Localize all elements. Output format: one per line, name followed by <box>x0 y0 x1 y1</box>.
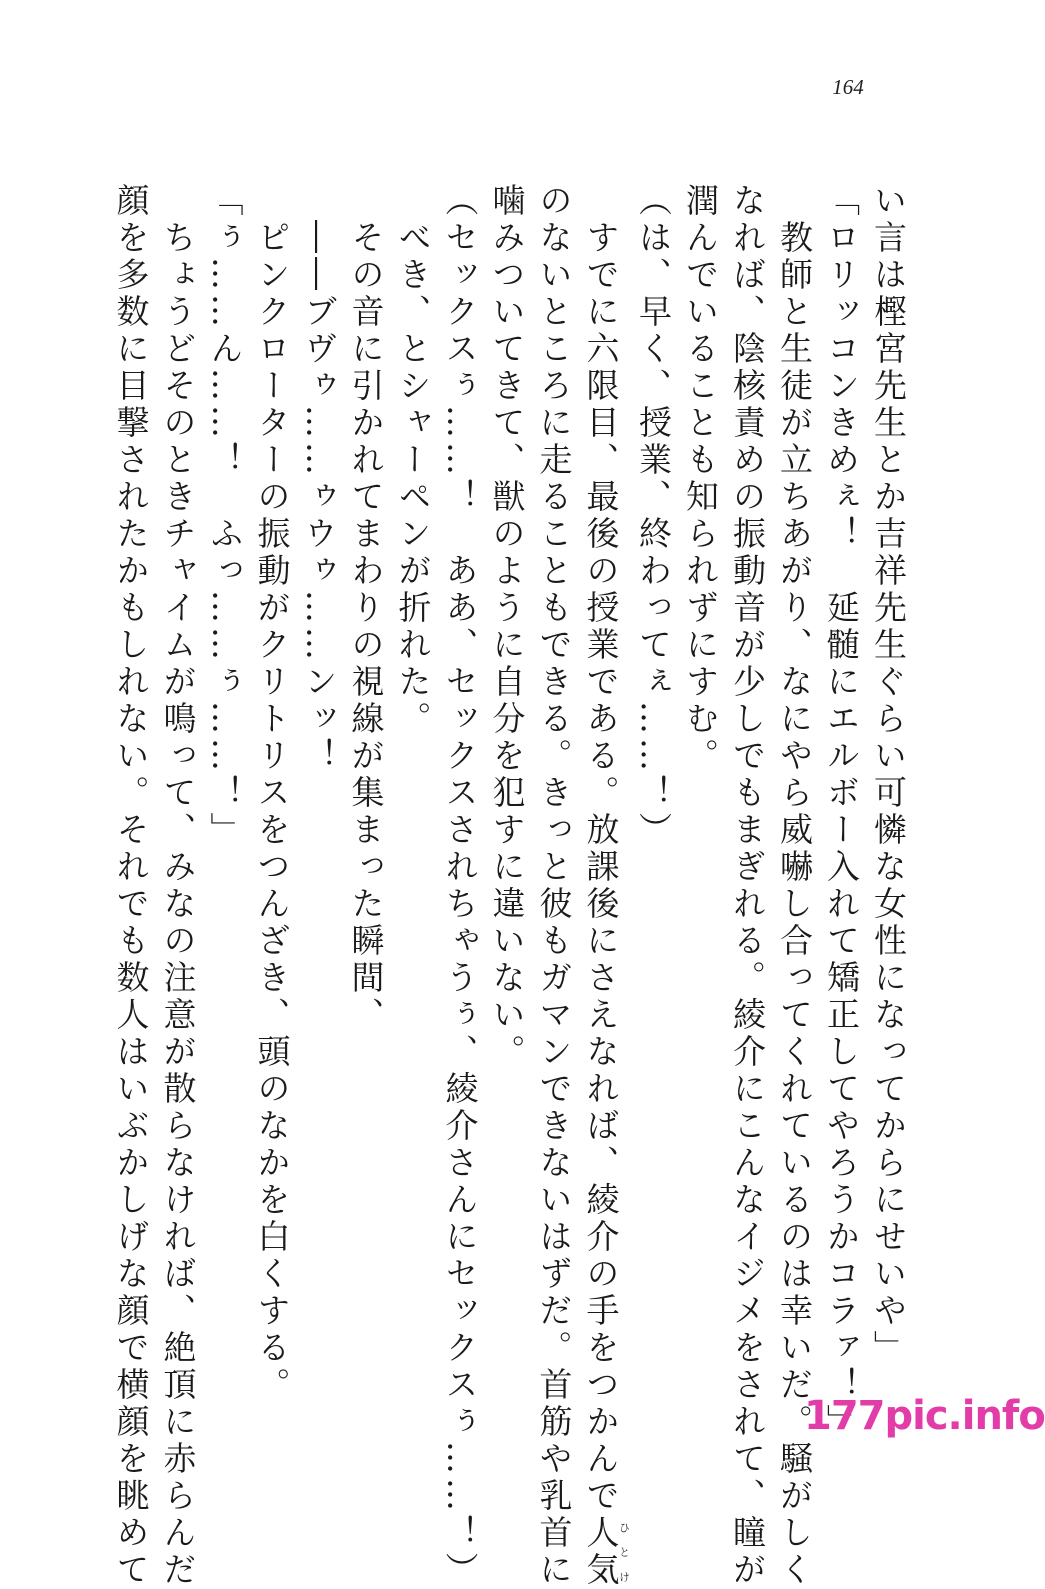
text-line: のないところに走ることもできる。きっと彼もガマンできないはずだ。首筋や乳首に <box>534 183 574 1589</box>
text-line: ――ブヴゥ……ゥウゥ……ンッ！ <box>299 183 339 775</box>
text-line: ピンクローターの振動がクリトリスをつんざき、頭のなかを白くする。 <box>252 183 292 1404</box>
text-line: 「ぅ……ん……！ ふっ……ぅ……！」 <box>205 183 245 849</box>
page-number: 164 <box>832 75 864 99</box>
text-line-with-ruby <box>578 183 631 1589</box>
text-line: 潤んでいることも知られずにすむ。 <box>681 183 720 775</box>
text-line: 噛みついてきて、獣のように自分を犯すに違いない。 <box>487 183 527 1071</box>
text-segment: すでに六限目、最後の授業である。放課後にさえなれば、綾介の手をつかんで <box>581 183 621 1515</box>
text-line: その音に引かれてまわりの視線が集まった瞬間、 <box>346 183 386 1034</box>
text-line: べき、とシャーペンが折れた。 <box>393 183 433 738</box>
text-line: （セックスぅ……！ ああ、セックスされちゃうぅ、綾介さんにセックスぅ……！） <box>440 183 480 1589</box>
ruby-annotation <box>581 1515 631 1589</box>
text-line: い言は樫宮先生とか吉祥先生ぐらい可憐な女性になってからにせいや」 <box>869 183 908 1367</box>
ruby-reading: ひとけ <box>617 1515 631 1589</box>
text-line: 「ロリッコンきめぇ！ 延髄にエルボー入れて矯正してやろうかコラァ！」 <box>822 183 861 1441</box>
text-line: 顔を多数に目撃されたかもしれない。それでも数人はいぶかしげな顔で横顔を眺めて <box>111 183 151 1589</box>
text-line: （は、早く、授業、終わってぇ……！） <box>634 183 673 849</box>
text-line: ちょうどそのときチャイムが鳴って、みなの注意が散らなければ、絶頂に赤らんだ <box>158 183 198 1589</box>
text-line: 教師と生徒が立ちあがり、なにやら威嚇し合ってくれているのは幸いだ。騒がしく <box>775 183 814 1589</box>
novel-text-body <box>111 183 912 1589</box>
ruby-base: 人気 <box>581 1515 621 1589</box>
watermark-text: 177pic.info <box>804 1393 1045 1439</box>
text-line: なれば、陰核責めの振動音が少しでもまぎれる。綾介にこんなイジメをされて、瞳が <box>728 183 767 1589</box>
